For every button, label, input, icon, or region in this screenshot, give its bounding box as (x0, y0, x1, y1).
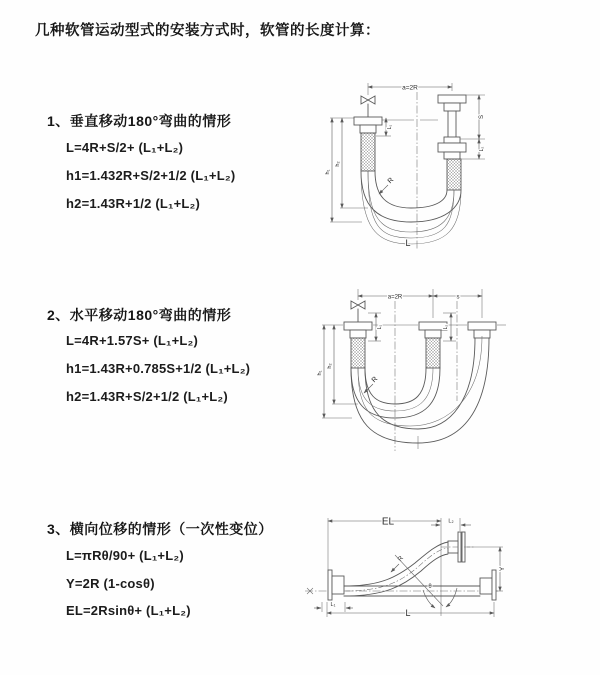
section1-formula-h2: h2=1.43R+1/2 (L₁+L₂) (66, 196, 201, 211)
dim-r-label: R (386, 176, 396, 186)
right-pipe-flange (438, 95, 466, 190)
dimension-a2r (368, 83, 452, 95)
dimension-l1 (314, 602, 353, 612)
section3-formula-el: EL=2Rsinθ+ (L₁+L₂) (66, 603, 191, 618)
hose-u-bend (351, 336, 489, 449)
dimension-l2 (443, 313, 456, 341)
dim-l2-label: L₂ (443, 324, 449, 330)
section1-heading: 1、垂直移动180°弯曲的情形 (47, 113, 232, 129)
dim-h1-label: h₁ (317, 370, 323, 376)
dimension-l (327, 602, 494, 618)
dim-a2r-label: a=2R (387, 294, 403, 301)
section1-formula-h1: h1=1.432R+S/2+1/2 (L₁+L₂) (66, 168, 236, 183)
dim-h2-label: h₂ (327, 363, 333, 369)
angle-theta-label: θ (428, 584, 432, 590)
valve-icon (361, 96, 375, 117)
dim-l1-label: L₁ (387, 124, 393, 130)
dim-l2-label: L₂ (448, 518, 454, 525)
hose-s-curve (344, 542, 448, 596)
section2-formula-h2: h2=1.43R+S/2+1/2 (L₁+L₂) (66, 389, 228, 404)
dim-h1-label: h₁ (325, 169, 331, 175)
section1-formula-l: L=4R+S/2+ (L₁+L₂) (66, 140, 184, 155)
page-title: 几种软管运动型式的安装方式时，软管的长度计算： (35, 23, 380, 39)
dim-el-label: EL (381, 516, 395, 528)
section3-formula-l: L=πRθ/90+ (L₁+L₂) (66, 548, 184, 563)
valve-icon (351, 301, 365, 322)
dimension-radius (379, 177, 395, 194)
dim-a2r-label: a=2R (402, 84, 418, 92)
section3-formula-y: Y=2R (1-cosθ) (66, 576, 155, 591)
right-flange (480, 570, 496, 600)
dim-r-label: R (370, 375, 380, 385)
left-pipe-flange (354, 117, 382, 171)
dimension-el (328, 517, 441, 617)
diagram-lateral-displacement (303, 498, 595, 658)
dimension-a2r (358, 289, 482, 318)
dim-s-label: S (479, 114, 485, 120)
dimension-l2 (431, 518, 471, 531)
section2-formula-l: L=4R+1.57S+ (L₁+L₂) (66, 333, 199, 348)
dim-y-label: Y (499, 566, 506, 572)
dim-r-label: R (396, 554, 406, 564)
section2-formula-h1: h1=1.43R+0.785S+1/2 (L₁+L₂) (66, 361, 251, 376)
dim-l-label: L (405, 238, 411, 248)
dim-h2-label: h₂ (335, 161, 341, 167)
right-pipe-flange (468, 322, 496, 338)
diagram-horizontal-180-bend (310, 283, 595, 458)
angle-theta (395, 555, 457, 608)
section2-heading: 2、水平移动180°弯曲的情形 (47, 307, 232, 323)
section3-heading: 3、横向位移的情形（一次性变位） (47, 521, 273, 537)
dimension-l2 (479, 139, 485, 159)
left-pipe-flange (344, 322, 372, 368)
dim-s-label: s (456, 294, 460, 301)
dim-l1-label: L₁ (377, 324, 383, 330)
dim-l-label: L (405, 608, 411, 618)
diagram-vertical-180-bend (318, 78, 568, 253)
hose-u-bend (361, 171, 461, 244)
dim-l1-label: L₁ (330, 602, 336, 608)
left-flange (328, 570, 344, 600)
dimension-h1 (325, 118, 362, 222)
dimension-s (433, 295, 482, 301)
dim-l2-label: L₂ (479, 146, 485, 152)
